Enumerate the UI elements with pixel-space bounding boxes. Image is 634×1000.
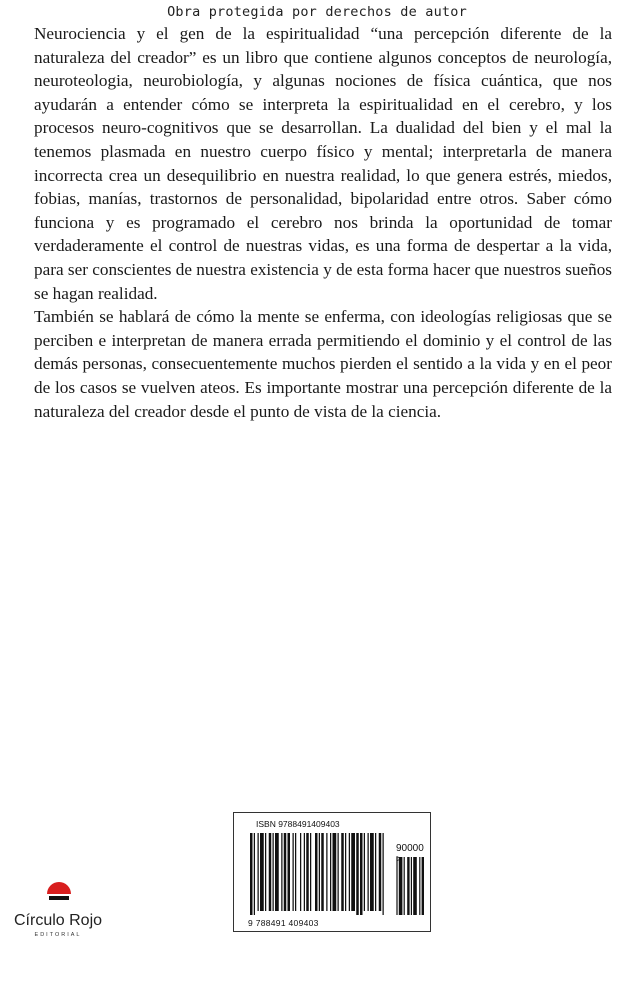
paragraph-2: También se hablará de cómo la mente se enferma, con ideologías religiosas que se perciben e interpretan de manera errada permitiendo el dominio y el control de las demás personas, consecuentemente muchos pierden el sentido a la vida y en el peor de los casos se vuelven ateos. Es importante mostrar una percepción diferente de la naturaleza del creador desde el punto de vista de la ciencia. (34, 307, 612, 421)
barcode-bar (300, 833, 301, 911)
barcode-bars (234, 813, 432, 933)
barcode-bar (330, 833, 331, 911)
barcode-bar (375, 833, 376, 911)
barcode-bar (341, 833, 344, 911)
barcode-bar (368, 833, 369, 911)
barcode-bar (273, 833, 274, 911)
publisher-mark-icon (46, 880, 72, 906)
addon-bar (411, 857, 412, 915)
paragraph-1: Neurociencia y el gen de la espiritualidad “una percepción diferente de la naturaleza del creador” es un libro que contiene algunos conceptos de neurología, neuroteologia, neurobiología, y algunas nociones de física cuántica, que nos ayudarán a entender cómo se interpreta la espiritualidad en el cerebro, y los procesos neuro-cognitivos que se desarrollan. La dualidad del bien y el mal la tenemos plasmada en nuestro cuerpo físico y mental; interpretarla de manera incorrecta crea un desequilibrio en nuestra realidad, lo que genera estrés, miedos, fobias, manías, trastornos de personalidad, bipolaridad entre otros. Saber cómo funciona y es programado el cerebro nos brinda la oportunidad de tomar verdaderamente el control de nuestras vidas, es una forma de despertar a la vida, para ser conscientes de nuestra existencia y de esta forma hacer que nuestros sueños se hagan realidad. (34, 24, 612, 303)
barcode-bar (304, 833, 305, 911)
barcode-bar (338, 833, 339, 911)
barcode-bar (265, 833, 266, 911)
barcode-bar (288, 833, 291, 911)
addon-bar (399, 857, 403, 915)
addon-bar (404, 857, 405, 915)
barcode-bar (269, 833, 272, 911)
barcode-bar (310, 833, 311, 911)
price-addon: 90000 > (396, 843, 424, 865)
barcode-bar (356, 833, 359, 915)
barcode-bar (315, 833, 318, 911)
publisher-subtitle: EDITORIAL (34, 932, 82, 938)
barcode-bar (321, 833, 324, 911)
barcode-bar (383, 833, 384, 915)
barcode-bar (379, 833, 382, 911)
barcode-bar (360, 833, 363, 915)
barcode-bar (250, 833, 253, 915)
barcode-bar (254, 833, 255, 915)
addon-bar (396, 857, 397, 915)
barcode-bar (349, 833, 350, 911)
barcode-bar (258, 833, 259, 911)
barcode-bar (295, 833, 296, 911)
back-cover-text (34, 22, 612, 423)
publisher-name: Círculo Rojo (13, 912, 103, 929)
barcode-bar (351, 833, 355, 911)
addon-bar (422, 857, 424, 915)
publisher-logo (8, 880, 108, 950)
addon-bar (407, 857, 409, 915)
barcode-bar (370, 833, 374, 911)
barcode-bar (345, 833, 346, 911)
barcode-bar (284, 833, 287, 911)
isbn-label: ISBN 9788491409403 (256, 819, 340, 829)
barcode-bar (326, 833, 327, 911)
barcode-bar (275, 833, 279, 911)
barcode-bar (364, 833, 365, 911)
barcode-bar (306, 833, 309, 911)
barcode-bar (333, 833, 337, 911)
barcode-bar (281, 833, 282, 911)
addon-bar (413, 857, 417, 915)
addon-bar (419, 857, 420, 915)
isbn-barcode (233, 812, 431, 932)
isbn-digits: 9 788491 409403 (248, 918, 319, 928)
copyright-watermark-top: Obra protegida por derechos de autor (167, 4, 467, 20)
barcode-bar (260, 833, 264, 911)
barcode-bar (293, 833, 294, 911)
barcode-bar (319, 833, 320, 911)
